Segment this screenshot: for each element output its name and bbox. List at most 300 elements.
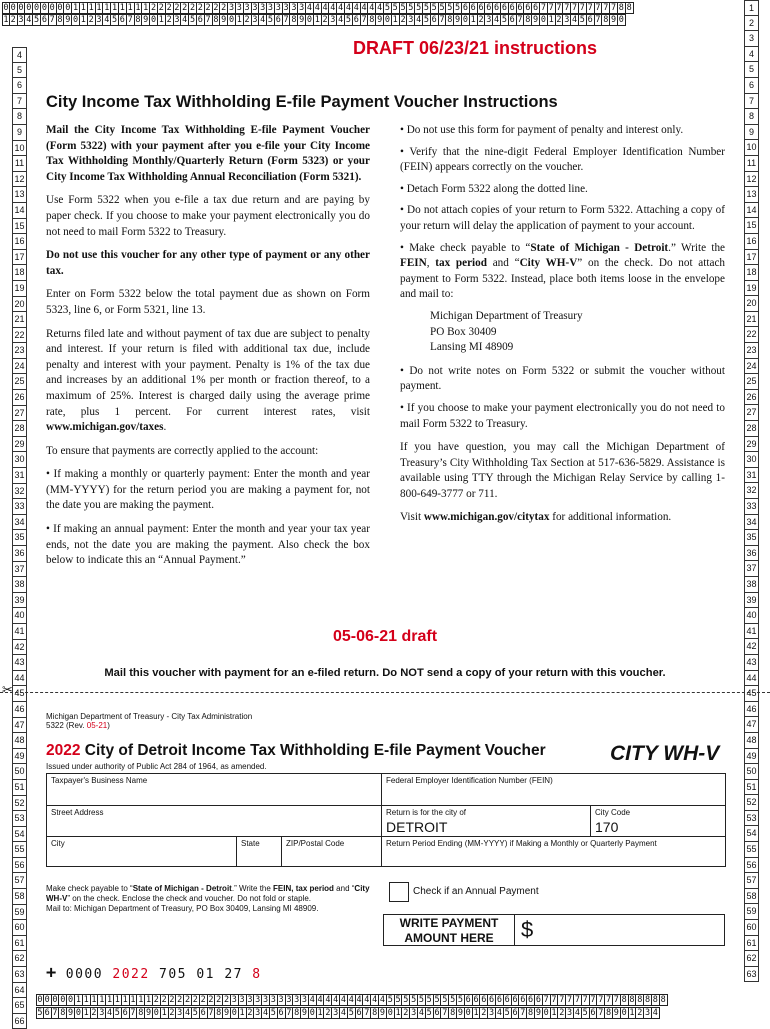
ruler-cell: 0 [540, 15, 546, 25]
ruler-cell: 0 [41, 3, 47, 13]
ruler-cell: 1 [83, 995, 89, 1005]
ruler-cell: 7 [595, 3, 601, 13]
line-number: 66 [12, 1014, 27, 1029]
ruler-cell: 2 [88, 15, 94, 25]
line-number: 49 [744, 749, 759, 765]
ruler-cell: 1 [80, 3, 86, 13]
ruler-cell: 7 [286, 1008, 292, 1018]
ruler-cell: 1 [99, 995, 105, 1005]
ruler-cell: 9 [299, 15, 305, 25]
line-number: 10 [744, 140, 759, 156]
mailing-address: Michigan Department of Treasury PO Box 30409 Lansing MI 48909 [430, 309, 583, 354]
voucher-title: 2022 City of Detroit Income Tax Withholding E-file Payment Voucher [46, 742, 546, 759]
ruler-cell: 2 [166, 15, 172, 25]
ruler-cell: 0 [618, 15, 624, 25]
ruler-cell: 5 [423, 3, 429, 13]
ruler-cell: 7 [598, 995, 604, 1005]
ruler-cell: 5 [455, 3, 461, 13]
issued-authority: Issued under authority of Public Act 284 of 1964, as amended. [46, 762, 267, 771]
ruler-cell: 3 [291, 3, 297, 13]
ruler-cell: 2 [213, 3, 219, 13]
line-number: 48 [744, 733, 759, 749]
line-number: 15 [744, 218, 759, 234]
line-number: 34 [12, 515, 27, 531]
ruler-cell: 7 [551, 995, 557, 1005]
ruler-cell: 3 [252, 15, 258, 25]
ruler-cell: 8 [294, 1008, 300, 1018]
ruler-cell: 8 [135, 15, 141, 25]
ruler-cell: 5 [395, 995, 401, 1005]
ruler-cell: 6 [353, 15, 359, 25]
line-number: 18 [12, 265, 27, 281]
line-number: 56 [12, 858, 27, 874]
line-number: 31 [744, 468, 759, 484]
ruler-cell: 2 [150, 3, 157, 13]
ruler-cell: 6 [119, 15, 125, 25]
ruler-cell: 2 [91, 1008, 97, 1018]
ruler-cell: 4 [364, 995, 370, 1005]
ruler-cell: 0 [309, 1008, 315, 1018]
line-number: 4 [12, 47, 27, 63]
ruler-cell: 2 [197, 3, 203, 13]
ruler-cell: 1 [96, 3, 102, 13]
ruler-cell: 3 [244, 3, 250, 13]
ruler-cell: 0 [37, 995, 43, 1005]
ruler-cell: 9 [223, 1008, 230, 1018]
ruler-cell: 8 [138, 1008, 144, 1018]
ruler-cell: 6 [525, 3, 531, 13]
period-field[interactable]: Return Period Ending (MM-YYYY) if Making a Monthly or Quarterly Payment [381, 836, 726, 867]
left-line-numbers [12, 47, 27, 1029]
line-number: 25 [12, 374, 27, 390]
ruler-cell: 3 [247, 995, 253, 1005]
ruler-cell: 5 [392, 3, 398, 13]
ruler-cell: 5 [37, 1008, 43, 1018]
ruler-cell: 1 [145, 995, 152, 1005]
ruler-cell: 2 [403, 1008, 409, 1018]
ruler-cell: 1 [629, 1008, 635, 1018]
ruler-cell: 2 [244, 15, 250, 25]
mail-note: Mail this voucher with payment for an e-filed return. Do NOT send a copy of your return with this voucher. [104, 667, 666, 679]
ruler-cell: 3 [411, 1008, 417, 1018]
ruler-cell: 8 [291, 15, 297, 25]
line-number: 26 [12, 390, 27, 406]
line-number: 44 [12, 671, 27, 687]
ruler-cell: 2 [174, 3, 180, 13]
line-number: 6 [744, 78, 759, 94]
ruler-cell: 7 [517, 15, 523, 25]
ruler-cell: 3 [564, 15, 570, 25]
line-number: 20 [744, 296, 759, 312]
ruler-cell: 4 [338, 15, 344, 25]
line-number: 9 [744, 125, 759, 141]
ruler-cell: 0 [52, 995, 58, 1005]
ruler-cell: 1 [395, 1008, 401, 1018]
line-number: 16 [12, 234, 27, 250]
line-number: 24 [12, 359, 27, 375]
line-number: 39 [744, 593, 759, 609]
ruler-cell: 5 [431, 3, 437, 13]
ruler-cell: 9 [379, 1008, 386, 1018]
line-number: 46 [12, 702, 27, 718]
ruler-cell: 0 [465, 1008, 471, 1018]
line-number: 13 [744, 187, 759, 203]
line-number: 54 [744, 826, 759, 842]
ruler-cell: 6 [517, 3, 523, 13]
zip-field[interactable]: ZIP/Postal Code [281, 836, 382, 867]
ruler-cell: 5 [501, 15, 507, 25]
annual-payment-checkbox[interactable] [389, 882, 409, 902]
ruler-cell: 2 [400, 15, 406, 25]
scan-line: + 0000 2022 705 01 27 8 [46, 963, 262, 983]
line-number: 11 [12, 156, 27, 172]
ruler-cell: 8 [606, 1008, 612, 1018]
ruler-cell: 9 [221, 15, 227, 25]
ruler-cell: 6 [512, 995, 518, 1005]
ruler-cell: 0 [150, 15, 157, 25]
ruler-cell: 9 [377, 15, 383, 25]
bullet-penalty: • Do not use this form for payment of penalty and interest only. [400, 124, 684, 136]
ruler-cell: 4 [322, 3, 328, 13]
ruler-cell: 4 [348, 995, 354, 1005]
ruler-cell: 6 [278, 1008, 284, 1018]
ruler-cell: 6 [501, 3, 507, 13]
ruler-cell: 4 [416, 15, 422, 25]
ruler-cell: 2 [559, 1008, 565, 1018]
line-number: 60 [12, 920, 27, 936]
line-number: 3 [744, 31, 759, 47]
ruler-cell: 7 [579, 3, 585, 13]
ruler-cell: 1 [119, 3, 125, 13]
ruler-cell: 5 [34, 15, 40, 25]
line-number: 57 [12, 873, 27, 889]
ruler-cell: 3 [330, 15, 336, 25]
line-number: 45 [12, 686, 27, 702]
ruler-cell: 5 [345, 15, 352, 25]
ruler-cell: 0 [462, 15, 468, 25]
ruler-cell: 1 [473, 1008, 479, 1018]
ruler-cell: 7 [540, 3, 546, 13]
ruler-cell: 9 [535, 1008, 541, 1018]
ruler-cell: 3 [18, 15, 24, 25]
ruler-cell: 0 [49, 3, 55, 13]
line-number: 40 [12, 608, 27, 624]
ruler-cell: 0 [73, 15, 79, 25]
line-number: 63 [12, 967, 27, 983]
ruler-cell: 7 [520, 1008, 526, 1018]
visit-paragraph: Visit www.michigan.gov/citytax for additional information. [400, 511, 672, 524]
ruler-cell: 4 [330, 3, 336, 13]
page-title: City Income Tax Withholding E-file Payment Voucher Instructions [46, 93, 558, 111]
taxes-link[interactable]: www.michigan.gov/taxes [46, 421, 164, 434]
ruler-cell: 1 [88, 3, 94, 13]
ruler-cell: 4 [340, 995, 347, 1005]
scissors-icon: ✂ [2, 682, 13, 697]
ruler-cell: 3 [231, 995, 237, 1005]
ruler-cell: 0 [57, 3, 63, 13]
usage-paragraph: Use Form 5322 when you e-file a tax due return and are paying by paper check. If you choose to make your payment electronically you do not need to mail Form 5322 to Treasury. [46, 194, 370, 238]
line-number: 5 [12, 63, 27, 79]
ruler-cell: 1 [114, 995, 120, 1005]
ruler-cell: 2 [221, 3, 227, 13]
ruler-cell: 1 [130, 995, 136, 1005]
ruler-cell: 3 [489, 1008, 495, 1018]
ruler-cell: 0 [75, 1008, 81, 1018]
line-number: 57 [744, 873, 759, 889]
ruler-cell: 9 [457, 1008, 463, 1018]
ruler-cell: 7 [610, 3, 617, 13]
ruler-cell: 2 [481, 1008, 487, 1018]
ruler-cell: 0 [306, 15, 313, 25]
ruler-cell: 7 [556, 3, 562, 13]
line-number: 35 [744, 530, 759, 546]
ruler-cell: 3 [177, 1008, 183, 1018]
fein-field[interactable]: Federal Employer Identification Number (FEIN) [381, 773, 726, 806]
ruler-cell: 2 [184, 995, 191, 1005]
intro-paragraph: Mail the City Income Tax Withholding E-file Payment Voucher (Form 5322) with your payment after you e-file your City Income Tax Withholding Monthly/Quarterly Return (Form 5323) or your City Income Tax Withholding Annual Reconciliation (Form 5321). [46, 124, 370, 183]
ruler-cell: 7 [442, 1008, 448, 1018]
ruler-cell: 1 [107, 995, 113, 1005]
ruler-cell: 7 [127, 15, 133, 25]
ruler-cell: 8 [372, 1008, 378, 1018]
ruler-cell: 6 [44, 1008, 50, 1018]
ruler-cell: 2 [208, 995, 214, 1005]
ruler-cell: 6 [275, 15, 281, 25]
ruler-cell: 6 [520, 995, 526, 1005]
ruler-cell: 7 [598, 1008, 604, 1018]
ruler-cell: 6 [434, 1008, 440, 1018]
ruler-cell: 1 [236, 15, 242, 25]
citytax-link[interactable]: www.michigan.gov/citytax [423, 511, 550, 524]
annual-bullet: • If making an annual payment: Enter the month and year your tax year ends, not the date you are making the payment. Also check the box below to indicate this an “Annual Payment.” [46, 523, 370, 567]
ruler-cell: 7 [364, 1008, 370, 1018]
ruler-cell: 1 [122, 995, 128, 1005]
street-address-field[interactable]: Street Address [46, 805, 382, 837]
ruler-cell: 4 [369, 3, 375, 13]
ruler-cell: 1 [239, 1008, 245, 1018]
line-number: 30 [744, 452, 759, 468]
line-number: 8 [744, 109, 759, 125]
ruler-cell: 1 [470, 15, 476, 25]
ruler-cell: 8 [450, 1008, 456, 1018]
ruler-cell: 3 [252, 3, 258, 13]
ruler-cell: 6 [41, 15, 47, 25]
bullet-notes: • Do not write notes on Form 5322 or submit the voucher without payment. [400, 364, 725, 393]
bullet-payable: • Make check payable to “State of Michigan - Detroit.” Write the FEIN, tax period and “City WH-V” on the check. Do not attach payment to Form 5322. Instead, place both items loose in the envelope and mail to: [400, 241, 726, 301]
ruler-cell: 2 [189, 3, 196, 13]
ruler-cell: 4 [333, 995, 339, 1005]
city-field[interactable]: City [46, 836, 237, 867]
ruler-cell: 3 [255, 1008, 261, 1018]
bullet-fein: • Verify that the nine-digit Federal Employer Identification Number (FEIN) appears correctly on the voucher. [400, 145, 725, 174]
ruler-cell: 2 [637, 1008, 643, 1018]
ruler-cell: 3 [486, 15, 492, 25]
state-field[interactable]: State [236, 836, 282, 867]
line-number: 10 [12, 141, 27, 157]
bullet-attach: • Do not attach copies of your return to Form 5322. Attaching a copy of your return will delay the application of payment to your account. [400, 204, 725, 232]
line-number: 21 [744, 312, 759, 328]
line-number: 62 [744, 951, 759, 967]
line-number: 29 [744, 437, 759, 453]
ruler-cell: 5 [457, 995, 463, 1005]
ruler-cell: 1 [3, 15, 9, 25]
ruler-cell: 7 [208, 1008, 214, 1018]
ruler-cell: 5 [411, 995, 417, 1005]
ruler-cell: 4 [377, 3, 383, 13]
ruler-cell: 7 [361, 15, 367, 25]
line-number: 50 [12, 764, 27, 780]
ruler-cell: 6 [512, 1008, 518, 1018]
ruler-cell: 4 [325, 995, 331, 1005]
ruler-cell: 4 [182, 15, 188, 25]
line-number: 35 [12, 530, 27, 546]
ruler-cell: 8 [57, 15, 63, 25]
line-number: 37 [744, 561, 759, 577]
ruler-cell: 8 [447, 15, 453, 25]
ruler-cell: 8 [60, 1008, 66, 1018]
ruler-cell: 5 [418, 995, 424, 1005]
line-number: 43 [744, 655, 759, 671]
ruler-cell: 1 [73, 3, 79, 13]
line-number: 19 [744, 281, 759, 297]
ruler-cell: 5 [426, 1008, 432, 1018]
line-number: 38 [12, 577, 27, 593]
line-number: 25 [744, 374, 759, 390]
ruler-cell: 1 [143, 3, 149, 13]
ruler-cell: 1 [548, 15, 554, 25]
line-number: 55 [12, 842, 27, 858]
line-number: 60 [744, 920, 759, 936]
ruler-cell: 6 [528, 995, 534, 1005]
ruler-cell: 3 [255, 995, 261, 1005]
ruler-cell: 3 [267, 3, 274, 13]
form-code: CITY WH-V [610, 742, 720, 765]
line-number: 48 [12, 733, 27, 749]
ruler-cell: 6 [465, 995, 471, 1005]
ruler-cell: 2 [153, 995, 159, 1005]
help-paragraph: If you have question, you may call the Michigan Department of Treasury’s City Withholding Tax Section at 517-636-5829. Assistance is available using TTY through the Michigan Relay Service by calling 1-800-649-3777 or 711. [400, 441, 725, 500]
ruler-cell: 5 [434, 995, 440, 1005]
line-number: 17 [12, 250, 27, 266]
line-number: 31 [12, 468, 27, 484]
line-number: 27 [744, 405, 759, 421]
ruler-cell: 1 [317, 1008, 323, 1018]
ruler-cell: 7 [595, 15, 601, 25]
line-number: 36 [744, 546, 759, 562]
right-line-numbers [744, 0, 759, 982]
ruler-cell: 9 [145, 1008, 152, 1018]
make-check-instructions: Make check payable to “State of Michigan - Detroit.” Write the FEIN, tax period and “City WH-V” on the check. Enclose the check and voucher. Do not fold or staple. Mail to: Michigan Department of Treasury, PO Box 30409, Lansing MI 48909. [46, 884, 370, 913]
ruler-cell: 7 [572, 3, 578, 13]
ruler-cell: 2 [169, 1008, 175, 1018]
line-number: 65 [12, 998, 27, 1014]
draft-date-label: 05-06-21 draft [332, 628, 438, 645]
ruler-cell: 6 [533, 3, 539, 13]
ruler-cell: 2 [223, 995, 230, 1005]
ruler-cell: 0 [3, 3, 9, 13]
draft-header: DRAFT 06/23/21 instructions [352, 38, 598, 58]
ruler-cell: 9 [613, 1008, 619, 1018]
ruler-cell: 4 [338, 3, 344, 13]
ruler-cell: 7 [564, 3, 570, 13]
ruler-cell: 7 [582, 995, 588, 1005]
ruler-cell: 1 [104, 3, 110, 13]
line-number: 42 [744, 639, 759, 655]
detach-line [0, 692, 770, 693]
ruler-cell: 3 [239, 995, 245, 1005]
ruler-cell: 7 [603, 3, 609, 13]
ruler-cell: 4 [309, 995, 315, 1005]
ruler-cell: 6 [470, 3, 476, 13]
ruler-cell: 4 [104, 15, 110, 25]
ruler-cell: 6 [200, 1008, 206, 1018]
city-for-field: Return is for the city of DETROIT [381, 805, 591, 837]
ruler-cell: 4 [26, 15, 32, 25]
ruler-cell: 2 [216, 995, 222, 1005]
ruler-cell: 6 [122, 1008, 128, 1018]
ruler-cell: 9 [455, 15, 461, 25]
line-number: 34 [744, 515, 759, 531]
ruler-cell: 5 [426, 995, 432, 1005]
ruler-cell: 1 [392, 15, 398, 25]
ruler-cell: 6 [496, 995, 502, 1005]
ruler-cell: 5 [114, 1008, 120, 1018]
ruler-cell: 5 [384, 3, 390, 13]
ruler-cell: 7 [548, 3, 554, 13]
payment-amount-field[interactable] [514, 914, 725, 946]
line-number: 21 [12, 312, 27, 328]
ruler-cell: 6 [590, 1008, 596, 1018]
line-number: 12 [12, 172, 27, 188]
line-number: 6 [12, 78, 27, 94]
ruler-cell: 8 [644, 995, 651, 1005]
ruler-cell: 0 [18, 3, 24, 13]
ruler-cell: 7 [590, 995, 596, 1005]
city-code-field: City Code 170 [590, 805, 726, 837]
line-number: 33 [12, 499, 27, 515]
line-number: 47 [12, 718, 27, 734]
ruler-cell: 3 [260, 3, 266, 13]
ruler-cell: 4 [572, 15, 578, 25]
ruler-cell: 5 [403, 995, 409, 1005]
ruler-cell: 5 [504, 1008, 510, 1018]
ruler-cell: 6 [504, 995, 510, 1005]
ruler-cell: 0 [543, 1008, 549, 1018]
line-number: 43 [12, 655, 27, 671]
ruler-cell: 5 [450, 995, 456, 1005]
line-number: 7 [12, 94, 27, 110]
penalty-paragraph: Returns filed late and without payment of tax due are subject to penalty and interest. If your return is filed with additional tax due, include penalty and interest with your payment. Penalty is 1% of the tax due and increases by an additional 1% per month or fraction thereof, to a maximum of 25%. Interest is charged daily using the average prime rate, plus 1 percent. For current interest rates, visit www.michigan.gov/taxes. [46, 327, 370, 434]
ruler-cell: 8 [621, 995, 627, 1005]
ruler-cell: 3 [96, 15, 102, 25]
ruler-cell: 8 [525, 15, 531, 25]
ruler-cell: 3 [408, 15, 414, 25]
ruler-cell: 0 [26, 3, 32, 13]
line-number: 59 [12, 905, 27, 921]
ruler-cell: 8 [626, 3, 632, 13]
ruler-cell: 0 [387, 1008, 393, 1018]
line-number: 14 [12, 203, 27, 219]
ruler-cell: 0 [65, 3, 71, 13]
line-number: 53 [744, 811, 759, 827]
ruler-cell: 8 [629, 995, 635, 1005]
ruler-cell: 5 [400, 3, 406, 13]
business-name-field[interactable]: Taxpayer's Business Name [46, 773, 382, 806]
ruler-cell: 5 [439, 3, 445, 13]
ruler-cell: 5 [348, 1008, 354, 1018]
ruler-cell: 3 [567, 1008, 573, 1018]
ruler-cell: 2 [247, 1008, 253, 1018]
